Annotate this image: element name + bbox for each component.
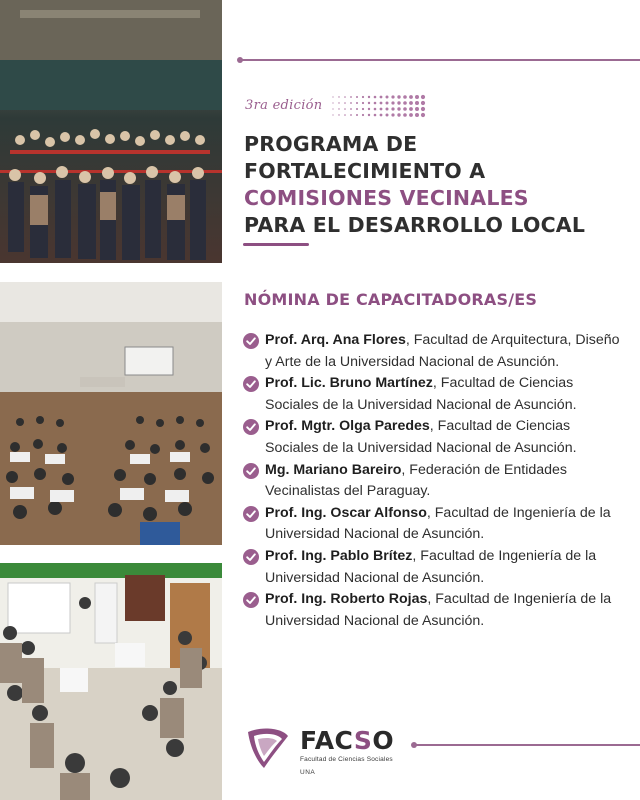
trainer-name: Mg. Mariano Bareiro (265, 461, 402, 478)
logo-wordmark: FACSO (300, 726, 395, 755)
trainer-name: Prof. Ing. Pablo Brítez (265, 547, 413, 564)
title-line-2: FORTALECIMIENTO A (244, 159, 486, 183)
logo-org: UNA (300, 769, 316, 776)
facso-logo (242, 722, 422, 782)
check-circle-icon (243, 419, 259, 435)
check-circle-icon (243, 592, 259, 608)
dot-pattern-icon (330, 94, 426, 118)
trainer-item (243, 589, 623, 632)
photo-auditorium-group (0, 0, 222, 263)
trainer-list (243, 330, 623, 632)
trainer-name: Prof. Lic. Bruno Martínez (265, 375, 433, 392)
title-line-4: PARA EL DESARROLLO LOCAL (244, 213, 586, 237)
title-underline (243, 243, 309, 246)
decorative-top-line (240, 59, 640, 61)
edition-label: 3ra edición (245, 98, 323, 113)
trainer-affiliation: , Facultad de Arquitectura, Diseño y Arte de la Universidad Nacional de Asunción. (265, 332, 620, 370)
photo-column (0, 0, 222, 800)
check-circle-icon (243, 549, 259, 565)
decorative-bottom-line (414, 744, 640, 746)
title-line-1: PROGRAMA DE (244, 132, 418, 156)
title-line-3-accent: COMISIONES VECINALES (244, 186, 529, 210)
trainer-item (243, 373, 623, 416)
trainer-item (243, 330, 623, 373)
check-circle-icon (243, 376, 259, 392)
trainer-name: Prof. Arq. Ana Flores (265, 332, 406, 348)
trainer-name: Prof. Ing. Oscar Alfonso (265, 504, 427, 521)
logo-subtitle: Facultad de Ciencias Sociales (300, 756, 393, 763)
trainer-affiliation: , Facultad de Ciencias Sociales de la Universidad Nacional de Asunción. (265, 418, 577, 456)
check-circle-icon (243, 463, 259, 479)
photo-workshop-circle (0, 563, 222, 800)
photo-classroom-presentation (0, 282, 222, 545)
trainers-heading: NÓMINA DE CAPACITADORAS/ES (244, 290, 538, 309)
trainer-item (243, 416, 623, 459)
trainer-item (243, 503, 623, 546)
trainer-item (243, 460, 623, 503)
program-title (244, 131, 634, 239)
trainer-name: Prof. Mgtr. Olga Paredes (265, 418, 430, 435)
check-circle-icon (243, 506, 259, 522)
trainer-affiliation: , Facultad de Ciencias Sociales de la Universidad Nacional de Asunción. (265, 375, 577, 413)
facso-logo-mark (242, 724, 292, 772)
trainer-affiliation: , Facultad de Ingeniería de la Universidad Nacional de Asunción. (265, 504, 611, 543)
trainer-affiliation: , Facultad de Ingeniería de la Universidad Nacional de Asunción. (265, 547, 597, 586)
trainer-name: Prof. Ing. Roberto Rojas (265, 591, 428, 608)
trainer-affiliation: , Federación de Entidades Vecinalistas del Paraguay. (265, 461, 568, 500)
check-circle-icon (243, 333, 259, 349)
trainer-item (243, 546, 623, 589)
trainer-affiliation: , Facultad de Ingeniería de la Universidad Nacional de Asunción. (265, 591, 612, 629)
